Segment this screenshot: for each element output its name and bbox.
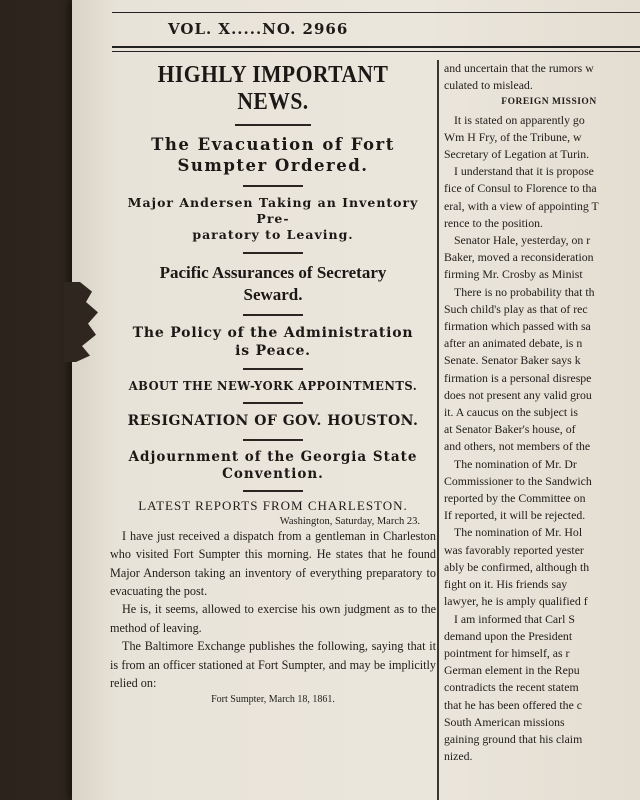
right-column-line: If reported, it will be rejected. [444, 508, 586, 523]
top-rule [112, 12, 640, 13]
deck-separator [243, 490, 303, 492]
right-column-line: Senate. Senator Baker says k [444, 353, 581, 368]
masthead-rule-thin [112, 51, 640, 52]
main-headline: HIGHLY IMPORTANT NEWS. [157, 62, 389, 115]
right-column-text [444, 60, 640, 765]
right-column-line: was favorably reported yester [444, 542, 584, 557]
right-column-line: fice of Consul to Florence to tha [444, 181, 597, 196]
right-column-line: firmation is a personal disrespe [444, 370, 592, 385]
column-divider [437, 60, 439, 800]
deck-evacuation [110, 134, 436, 177]
right-column-line: demand upon the President [444, 628, 573, 643]
right-column-line: eral, with a view of appointing T [444, 198, 599, 213]
masthead [128, 18, 640, 42]
deck-separator [243, 314, 303, 316]
right-column-line: reported by the Committee on [444, 491, 586, 506]
article-dateline: Washington, Saturday, March 23. [279, 515, 420, 527]
right-column-line: Such child's play as that of rec [444, 301, 588, 316]
deck-anderson [110, 195, 436, 244]
deck-line: Pacific Assurances of Secretary [159, 262, 387, 282]
right-column-line: The nomination of Mr. Hol [454, 525, 583, 540]
deck-separator [243, 439, 303, 441]
deck-line: paratory to Leaving. [192, 227, 354, 243]
deck-separator [243, 402, 303, 404]
headline-separator [235, 124, 311, 126]
right-column-line: It is stated on apparently go [454, 112, 585, 127]
deck-policy [110, 324, 436, 360]
right-column-line: that he has been offered the c [444, 697, 583, 712]
right-column-line: after an animated debate, is n [444, 336, 583, 351]
right-column-line: rence to the position. [444, 215, 543, 230]
article-paragraph: He is, it seems, allowed to exercise his own judgment as to the method of leaving. [110, 602, 436, 635]
right-column-line: I am informed that Carl S [454, 611, 575, 626]
deck-separator [243, 368, 303, 370]
article-subhead: LATEST REPORTS FROM CHARLESTON. [138, 497, 408, 513]
right-column-line: FOREIGN MISSION [501, 97, 597, 108]
volume-number: VOL. X.....NO. 2966 [168, 20, 349, 38]
deck-line: The Policy of the Administration [132, 324, 414, 341]
right-column-line: There is no probability that th [454, 284, 595, 299]
article-paragraph: I have just received a dispatch from a gentleman in Charleston who visited Fort Sumpter this morning. He states that he found Major Anderson taking an inventory of everything preparatory to evacuating the post. [110, 528, 436, 598]
deck-separator [243, 185, 303, 187]
deck-georgia [110, 449, 436, 484]
deck-separator [243, 252, 303, 254]
right-column-line: Secretary of Legation at Turin. [444, 147, 590, 162]
right-column-line: and uncertain that the rumors w [444, 61, 594, 75]
right-column-line: The nomination of Mr. Dr [454, 456, 577, 471]
right-column-line: firming Mr. Crosby as Minist [444, 267, 583, 282]
right-column-line: Wm H Fry, of the Tribune, w [444, 129, 582, 144]
deck-line: Major Andersen Taking an Inventory Pre- [127, 194, 419, 227]
right-column-line: Baker, moved a reconsideration [444, 250, 594, 265]
right-column-line: Commissioner to the Sandwich [444, 473, 592, 488]
right-column-line: German element in the Repu [444, 663, 580, 678]
right-column-line: Senator Hale, yesterday, on r [454, 233, 591, 248]
deck-seward [110, 262, 436, 306]
deck-houston: RESIGNATION OF GOV. HOUSTON. [127, 413, 419, 430]
deck-line: is Peace. [235, 343, 311, 359]
right-column-line: fight on it. His friends say [444, 577, 568, 592]
masthead-rule [112, 46, 640, 48]
deck-line: Seward. [243, 284, 303, 304]
right-column [444, 60, 640, 800]
deck-line: Sumpter Ordered. [177, 156, 369, 176]
right-column-line: culated to mislead. [444, 78, 533, 93]
deck-line: The Evacuation of Fort [151, 135, 395, 154]
right-column-line: lawyer, he is amply qualified f [444, 594, 588, 609]
right-column-line: pointment for himself, as r [444, 645, 570, 660]
letter-dateline: Fort Sumpter, March 18, 1861. [211, 694, 335, 706]
deck-line: Adjournment of the Georgia State [128, 448, 418, 465]
right-column-line: it. A caucus on the subject is [444, 405, 579, 420]
right-column-line: nized. [444, 749, 473, 764]
right-column-line: South American missions [444, 714, 565, 729]
right-column-line: does not present any valid grou [444, 387, 592, 402]
right-column-line: contradicts the recent statem [444, 680, 579, 695]
right-column-line: ably be confirmed, although th [444, 559, 590, 574]
left-column [110, 60, 436, 705]
right-column-line: at Senator Baker's house, of [444, 422, 576, 437]
deck-line: Convention. [222, 466, 324, 483]
right-column-line: and others, not members of the [444, 439, 591, 454]
deck-appointments: ABOUT THE NEW-YORK APPOINTMENTS. [128, 378, 418, 394]
article-body [110, 527, 436, 693]
right-column-line: firmation which passed with sa [444, 319, 591, 334]
right-column-line: gaining ground that his claim [444, 731, 583, 746]
right-column-line: I understand that it is propose [454, 164, 594, 179]
article-paragraph: The Baltimore Exchange publishes the following, saying that it is from an officer stationed at Fort Sumpter, and may be implicitly relied on: [110, 639, 436, 690]
